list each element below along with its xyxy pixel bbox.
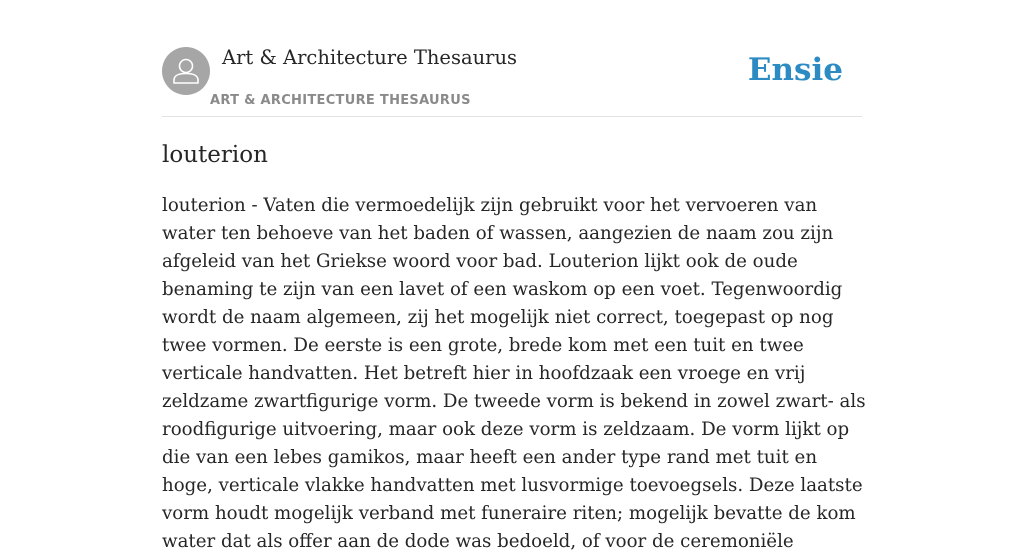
user-icon [162, 47, 210, 95]
page-title: louterion [162, 142, 268, 168]
source-subtitle[interactable]: ART & ARCHITECTURE THESAURUS [210, 93, 471, 108]
definition-text: louterion - Vaten die vermoedelijk zijn gebruikt voor het vervoeren van water ten behoeve van het baden of wassen, aangezien de naam zou zijn afgeleid van het Griekse woord voor bad. Louterion lijkt ook de oude benaming te zijn van een lavet of een waskom op een voet. Tegenwoordig wordt de naam algemeen, zij het mogelijk niet correct, toegepast op nog twee vormen. De eerste is een grote, brede kom met een tuit en twee verticale handvatten. Het betreft hier in hoofdzaak een vroege en vrij zeldzame zwartfigurige vorm. De tweede vorm is bekend in zowel zwart- als roodfigurige uitvoering, maar ook deze vorm is zeldzaam. De vorm lijkt op die van een lebes gamikos, maar heeft een ander type rand met tuit en hoge, verticale vlakke handvatten met lusvormige toevoegsels. Deze laatste vorm houdt mogelijk verband met funeraire riten; mogelijk bevatte de kom water dat als offer aan de dode was bedoeld, of voor de ceremoniële [162, 195, 866, 552]
entry-header [162, 45, 862, 117]
avatar[interactable] [162, 47, 210, 95]
brand-logo[interactable]: Ensie [747, 52, 843, 88]
source-title[interactable]: Art & Architecture Thesaurus [222, 46, 518, 69]
